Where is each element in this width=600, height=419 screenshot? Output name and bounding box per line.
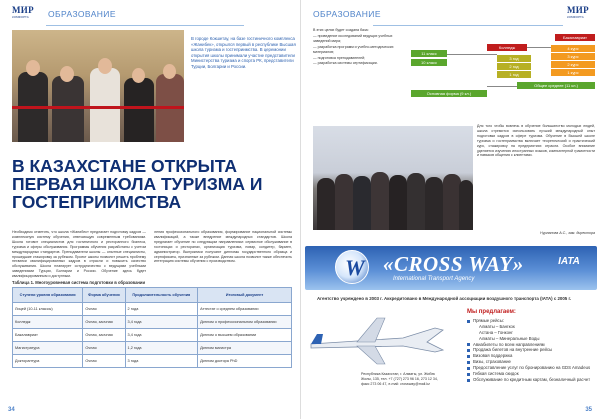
red-ribbon [12,106,184,109]
person-head [26,60,40,76]
diagram-year-box: 2 год [497,63,531,70]
list-item: Продажа билетов на внутренние рейсы [467,347,597,353]
list-item: Визы, страхование [467,359,597,365]
person-head [163,64,176,79]
person-figure [459,180,473,230]
diagram-course-box: 4 курс [551,45,595,52]
table-cell: Диплом о профессиональном образовании [198,316,292,329]
diagram-top-box: Бакалавриат [555,34,595,41]
logo-sub: КОМФОРТА [567,15,584,19]
ad-banner [305,246,597,290]
table-cell: Очная [83,303,125,316]
group-photo [313,126,473,230]
table-row [13,316,292,329]
diagram-common-box: Общее среднее (11 кл.) [517,82,595,89]
diagram-school-box: 11 класс [411,50,447,57]
table-header-row [13,288,292,303]
person-figure [52,76,84,142]
table-cell: Диплом доктора PhD [198,355,292,368]
diagram-course-box: 3 курс [551,53,595,60]
person-figure [335,174,353,230]
page-number: 35 [585,407,592,413]
article-column-1: Необходимо отметить, что школа «Жанибек» предлагает подготовку кадров — комплексную систему обучения, отвечающую современным требованиям. Школа готовит специалистов для гостиничного и ресторанного бизнеса, туризма и сферы обслуживания. Программы обучения разработаны с учетом международных стандартов. Преподаватели школы — опытные специалисты, прошедшие стажировку за рубежом. Проект школы позволит решить проблему нехватки квалифицированных кадров в отрасли и повысить качество обслуживания. Школа планирует сотрудничество с ведущими учебными заведениями Турции, Болгарии и России. Обучение здесь будет квалифицированным и доступным. [12,230,146,279]
diagram-course-box: 1 курс [551,69,595,76]
education-table [12,287,292,368]
diagram-school-box: 10 класс [411,59,447,66]
list-item: — подготовка преподавателей; [313,55,366,60]
list-item: Предоставление услуг по бронированию на GDS Amadeus [467,365,597,371]
list-item: Обслуживание по кредитным картам, безналичный расчет [467,377,597,383]
magazine-logo [12,6,42,20]
page-number: 34 [8,407,15,413]
table-header: Ступени уровня образования [13,288,83,303]
logo-word: МИР [12,5,34,15]
person-figure [317,178,335,230]
left-header [0,4,300,24]
table-header: Продолжительность обучения [125,288,198,303]
person-figure [124,78,154,142]
accreditation-text: Агентство учреждено в 2003 г. Аккредитовано в Международной ассоциации воздушного транспорта (IATA) с 2005 г. [317,296,572,301]
airplane-icon [307,310,447,368]
person-head [60,66,74,82]
list-item: Авиабилеты по всем направлениям [467,342,597,348]
article-text: Для того чтобы вовлечь в обучение большинство молодых людей, школа стремится использовать лучший международный опыт подготовки кадров в сфере туризма. Обучение в Высшей школе туризма и гостеприимства включает теоретический и практический курс, стажировку на предприятиях отрасли. Особое внимание уделяется изучению иностранных языков, компьютерной грамотности и навыков общения с клиентами. [477,124,595,158]
person-figure [353,176,371,230]
logo-letter: W [345,255,365,280]
list-item: Астана – Гонконг [479,329,513,335]
table-cell: Диплом о высшем образовании [198,329,292,342]
person-figure [425,177,443,230]
table-header: Итоговый документ [198,288,292,303]
table-cell: 3,4 года [125,316,198,329]
list-item: — проведение исследований ведущих учебных заведений мира; [313,33,393,43]
table-row [13,303,292,316]
section-title: ОБРАЗОВАНИЕ [48,9,116,19]
ribbon-cutting-photo [12,30,184,142]
iata-label: IATA [558,256,580,267]
person-head [98,58,112,74]
diagram-year-box: 1 год [497,71,531,78]
right-page [300,0,600,419]
person-head [132,68,145,83]
table-cell: 2 года [125,303,198,316]
table-cell: Очная [83,342,125,355]
logo-word: МИР [567,5,589,15]
list-item: — разработка программ и учебно-методических материалов; [313,44,394,54]
list-item: Визовая поддержка [467,353,597,359]
table-header: Форма обучения [83,288,125,303]
education-diagram [411,30,597,120]
table-cell: Диплом магистра [198,342,292,355]
crossway-logo-icon [335,250,369,284]
logo-sub: КОМФОРТА [12,15,29,19]
crossway-advertisement [301,244,600,419]
diagram-year-box: 3 год [497,55,531,62]
table-cell: Аттестат о среднем образовании [198,303,292,316]
table-cell: 3,4 года [125,329,198,342]
list-item: Алматы – Минеральные Воды [479,335,540,341]
diagram-connector [487,86,517,87]
list-item: — разработка системы сертификации. [313,61,378,66]
table-row [13,342,292,355]
table-cell: Очная, заочная [83,329,125,342]
header-rule [373,25,563,26]
diagram-course-box: 2 курс [551,61,595,68]
offer-title: Мы предлагаем: [467,309,516,315]
table-cell: Колледж [13,316,83,329]
person-figure [371,172,389,230]
contact-address: Республика Казахстан, г. Алматы, ул. Жибек Жолы, 135, тел. +7 (727) 273 96 16, 273 12 34, факс 273 06 47, e-mail: crossway@mail.kz [361,372,438,386]
table-cell: Лицей (10-11 классы) [13,303,83,316]
article-headline: В КАЗАХСТАНЕ ОТКРЫТА ПЕРВАЯ ШКОЛА ТУРИЗМА И ГОСТЕПРИИМСТВА [12,156,263,212]
diagram-connector [447,54,497,55]
photo-caption: В городе Кокшетау, на базе гостиничного комплекса «Жанибек», открылся первый в республике Высшая школа туризма и гостеприимства. В церемонии открытия школы принимали участие представители Министерства туризма и спорта РК, представители Турции, Болгарии и России. [191,36,296,69]
table-row [13,355,292,368]
goals-list [313,28,409,67]
brand-tagline: International Transport Agency [393,276,475,282]
diagram-base-box: Основная форма (9 кл.) [411,90,487,97]
magazine-logo [567,6,597,20]
list-item: Алматы – Бангкок [479,323,515,329]
table-cell: 1,2 года [125,342,198,355]
list-item: В этих целях будет создана база: [313,28,369,32]
header-rule [46,25,244,26]
person-figure [90,68,120,142]
table-row [13,329,292,342]
author-signature: Нурланова А.С., зам. директора [540,231,595,235]
diagram-mid-box: Колледж [487,44,527,51]
table-cell: Очная, заочная [83,316,125,329]
table-cell: Докторантура [13,355,83,368]
section-title: ОБРАЗОВАНИЕ [313,9,381,19]
person-figure [407,173,425,230]
table-cell: Очная [83,355,125,368]
brand-name: «CROSS WAY» [383,252,524,276]
list-item: Гибкая система скидок [467,371,597,377]
person-figure [389,175,407,230]
table-caption: Таблица 1. Многоуровневая система подготовки в образовании [12,280,146,285]
table-cell: Бакалавриат [13,329,83,342]
iata-badge [549,256,589,278]
offer-list [467,310,597,383]
right-header [301,4,600,24]
table-cell: 3 года [125,355,198,368]
list-item: Прямые рейсы: [467,318,597,324]
table-cell: Магистратура [13,342,83,355]
article-column-2: ления профессионального образования, формирование национальной системы квалификаций, а также внедрение международных стандартов. Школа предлагает обучение по следующим направлениям: сервисное обслуживание в гостиницах и ресторанах, организация туризма, повар, кондитер, бармен, администратор. Выпускники получают дипломы государственного образца и сертификаты, признанные за рубежом. Данная школа позволит также обеспечить интеграцию системы обучения с производством. [154,230,292,264]
